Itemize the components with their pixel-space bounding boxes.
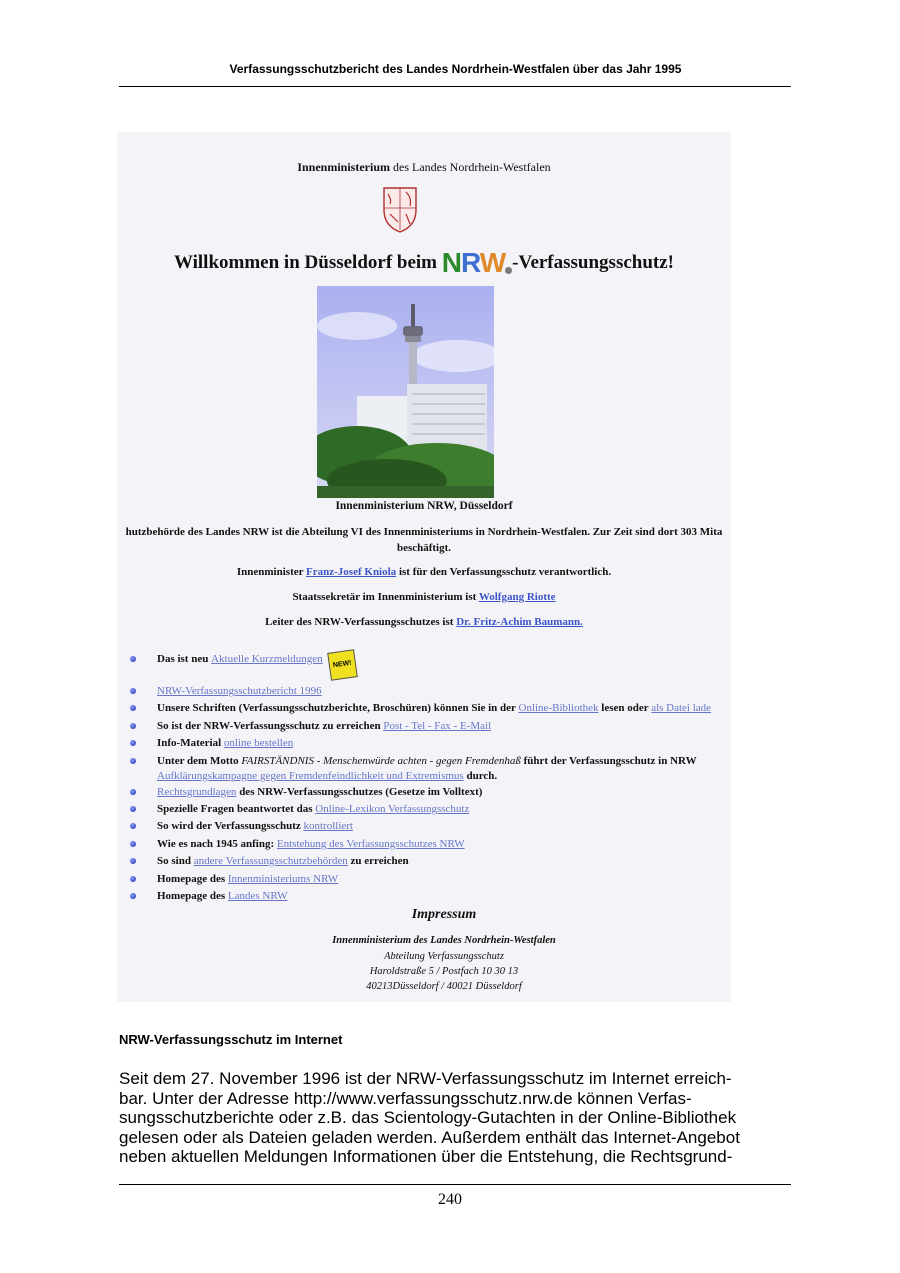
list-item: [117, 683, 731, 700]
ministry-building-photo: [317, 286, 494, 498]
bullet-icon: [130, 876, 136, 882]
impressum-city: 40213Düsseldorf / 40021 Düsseldorf: [366, 981, 522, 992]
news-link[interactable]: Aktuelle Kurzmeldungen: [211, 653, 323, 665]
list-item: So ist der NRW-Verfassungsschutz zu erreichen Post - Tel - Fax - E-Mail: [117, 718, 731, 735]
impressum-street: Haroldstraße 5 / Postfach 10 30 13: [369, 966, 519, 977]
section-heading: NRW-Verfassungsschutz im Internet: [119, 1032, 343, 1047]
body-line: bar. Unter der Adresse http://www.verfassungsschutz.nrw.de können Verfas-: [119, 1088, 692, 1108]
bullet-icon: [130, 688, 136, 694]
list-item: Spezielle Fragen beantwortet das Online-Lexikon Verfassungsschutz: [117, 801, 731, 818]
report-1996-link[interactable]: NRW-Verfassungsschutzbericht 1996: [157, 685, 322, 697]
state-homepage-link[interactable]: Landes NRW: [227, 890, 288, 903]
list-item: Das ist neu Aktuelle Kurzmeldungen NEW!: [117, 648, 731, 679]
list-item: Unter dem Motto FAIRSTÄNDNIS - Menschenwürde achten - gegen Fremdenhaß führt der Verfassungsschutz in NRW Aufklärungskampagne gegen Fremdenfeindlichkeit und Extremismus durch.: [117, 753, 731, 784]
list-item: So wird der Verfassungsschutz kontrolliert: [117, 818, 731, 835]
welcome-heading: Willkommen in Düsseldorf beim NRW -Verfassungsschutz!: [173, 247, 675, 278]
history-link[interactable]: Entstehung des Verfassungsschutzes NRW: [276, 837, 465, 850]
bullet-icon: [130, 841, 136, 847]
bullet-icon: [130, 705, 136, 711]
bullet-icon: [130, 740, 136, 746]
list-item: Homepage des Landes NRW: [117, 888, 731, 905]
list-item: Wie es nach 1945 anfing: Entstehung des Verfassungsschutzes NRW: [117, 836, 731, 853]
intro-line-2: beschäftigt.: [396, 542, 452, 554]
ministry-homepage-link[interactable]: Innenministeriums NRW: [227, 872, 339, 885]
impressum-ministry: Innenministerium des Landes Nordrhein-Westfalen: [332, 935, 556, 946]
body-line: neben aktuellen Meldungen Informationen über die Entstehung, die Rechtsgrund-: [119, 1147, 733, 1166]
contact-link[interactable]: Post - Tel - Fax - E-Mail: [383, 719, 492, 732]
download-file-link[interactable]: als Datei lade: [651, 702, 712, 715]
intro-line-1: hutzbehörde des Landes NRW ist die Abteilung VI des Innenministeriums in Nordrhein-Westfalen. Zur Zeit sind dort 303 Mita: [125, 526, 723, 538]
page-number: 240: [438, 1191, 462, 1208]
bullet-icon: [130, 806, 136, 812]
bullet-icon: [130, 758, 136, 764]
legal-basis-link[interactable]: Rechtsgrundlagen: [157, 785, 237, 798]
controlled-link[interactable]: kontrolliert: [303, 820, 353, 833]
list-item: Unsere Schriften (Verfassungsschutzberichte, Broschüren) können Sie in der Online-Bibliothek lesen oder als Datei lade: [117, 700, 731, 717]
secretary-link[interactable]: Wolfgang Riotte: [478, 591, 556, 603]
minister-line: Innenminister Franz-Josef Kniola ist für den Verfassungsschutz verantwortlich.: [236, 566, 612, 578]
impressum-title: Impressum: [411, 907, 477, 922]
head-link[interactable]: Dr. Fritz-Achim Baumann.: [456, 616, 583, 628]
other-agencies-link[interactable]: andere Verfassungsschutzbehörden: [193, 855, 348, 868]
online-library-link[interactable]: Online-Bibliothek: [518, 702, 599, 715]
nrw-logo: NRW: [442, 250, 512, 276]
running-header: Verfassungsschutzbericht des Landes Nordrhein-Westfalen über das Jahr 1995: [229, 62, 682, 76]
bullet-icon: [130, 893, 136, 899]
minister-link[interactable]: Franz-Josef Kniola: [306, 566, 397, 578]
head-line: Leiter des NRW-Verfassungsschutzes ist Dr. Fritz-Achim Baumann.: [265, 616, 583, 628]
bullet-icon: [130, 789, 136, 795]
list-item: Homepage des Innenministeriums NRW: [117, 871, 731, 888]
ministry-line: Innenministerium des Landes Nordrhein-Westfalen: [297, 160, 551, 174]
order-online-link[interactable]: online bestellen: [223, 737, 294, 750]
bullet-icon: [130, 723, 136, 729]
bullet-icon: [130, 823, 136, 829]
bullet-icon: [130, 858, 136, 864]
secretary-line: Staatssekretär im Innenministerium ist Wolfgang Riotte: [292, 591, 556, 603]
list-item: Rechtsgrundlagen des NRW-Verfassungsschutzes (Gesetze im Volltext): [117, 784, 731, 801]
body-line: Seit dem 27. November 1996 ist der NRW-Verfassungsschutz im Internet erreich-: [119, 1069, 732, 1088]
list-item: So sind andere Verfassungsschutzbehörden zu erreichen: [117, 853, 731, 870]
header-rule: [119, 86, 791, 87]
body-paragraph: [119, 1069, 799, 1167]
list-item: Info-Material online bestellen: [117, 735, 731, 752]
coat-of-arms-icon: [380, 184, 420, 234]
body-line: gelesen oder als Dateien geladen werden. Außerdem enthält das Internet-Angebot: [119, 1127, 740, 1147]
campaign-link[interactable]: Aufklärungskampagne gegen Fremdenfeindlichkeit und Extremismus: [157, 769, 464, 782]
footer-rule: [119, 1184, 791, 1185]
website-screenshot: [117, 132, 731, 1002]
body-line: sungsschutzberichte oder z.B. das Scientology-Gutachten in der Online-Bibliothek: [119, 1108, 737, 1127]
new-badge-icon: NEW!: [327, 649, 357, 680]
impressum-department: Abteilung Verfassungsschutz: [384, 951, 504, 962]
photo-caption: Innenministerium NRW, Düsseldorf: [335, 500, 513, 512]
link-list: [117, 648, 731, 905]
bullet-icon: [130, 656, 136, 662]
lexicon-link[interactable]: Online-Lexikon Verfassungsschutz: [315, 803, 470, 816]
